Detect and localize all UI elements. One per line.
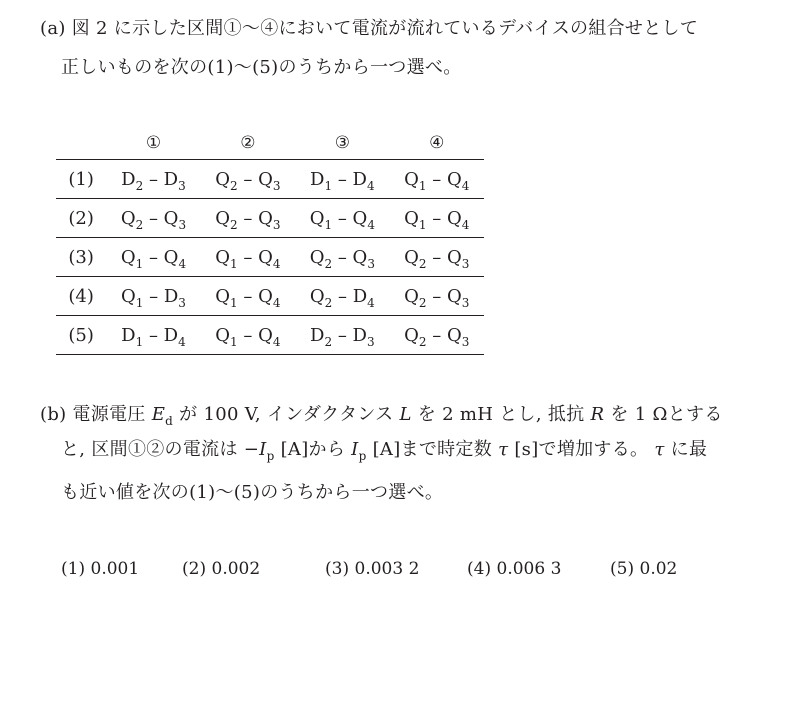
column-header: ② [240, 133, 256, 153]
device-index: 1 [230, 295, 238, 310]
device-pair-cell [390, 160, 484, 199]
device-index: 1 [324, 217, 333, 232]
dash-separator: – [426, 324, 447, 346]
device-pair-cell [295, 238, 389, 277]
device-pair-cell [106, 277, 200, 316]
part-b-text: (b) 電源電圧 [40, 404, 152, 425]
var-i: I [259, 439, 267, 460]
device-pair-cell [390, 199, 484, 238]
table-row [56, 316, 484, 355]
device-letter: Q [120, 285, 136, 307]
dash-separator: – [143, 168, 164, 190]
var-r: R [590, 404, 605, 425]
device-index: 3 [461, 256, 470, 271]
device-index: 4 [272, 334, 281, 349]
column-header: ① [145, 133, 162, 153]
answer-label: (1) [61, 559, 86, 579]
dash-separator: – [332, 168, 353, 190]
device-letter: Q [447, 207, 462, 229]
table-row [56, 160, 484, 199]
device-pair-cell [201, 238, 295, 277]
var-tau: τ [654, 439, 665, 460]
table-row [56, 199, 484, 238]
device-index: 1 [135, 334, 144, 349]
device-letter: Q [447, 285, 462, 307]
device-letter: Q [258, 246, 273, 268]
device-index: 2 [418, 334, 427, 349]
device-index: 2 [324, 295, 333, 310]
table-corner [56, 127, 106, 160]
row-number: (3) [68, 246, 94, 268]
dash-separator: – [143, 285, 164, 307]
dash-separator: – [426, 207, 447, 229]
part-b-text: [A]まで時定数 [366, 439, 499, 460]
device-index: 2 [324, 334, 333, 349]
dash-separator: – [237, 246, 259, 268]
device-letter: Q [447, 246, 462, 268]
table-row [56, 238, 484, 277]
device-letter: D [352, 285, 368, 307]
row-number: (1) [68, 168, 94, 190]
device-letter: Q [120, 246, 136, 268]
device-pair-cell [201, 277, 295, 316]
device-index: 4 [367, 295, 375, 310]
device-letter: Q [258, 324, 273, 346]
device-index: 4 [178, 256, 187, 271]
dash-separator: – [426, 168, 447, 190]
answer-label: (3) [325, 559, 350, 579]
table-header-row [56, 127, 484, 160]
device-pair-cell [295, 199, 389, 238]
answer-option [467, 556, 561, 582]
device-letter: D [163, 285, 179, 307]
device-pair-cell [295, 316, 389, 355]
device-letter: D [121, 168, 136, 190]
part-b-text: [A]から [274, 439, 352, 460]
sub-p: p [266, 449, 275, 463]
device-letter: Q [309, 246, 325, 268]
device-letter: Q [447, 324, 462, 346]
device-letter: D [352, 168, 367, 190]
device-pair-cell [106, 238, 200, 277]
device-index: 2 [324, 256, 333, 271]
device-letter: D [163, 168, 179, 190]
device-index: 4 [272, 295, 281, 310]
answer-value: 0.02 [639, 559, 678, 579]
answer-options [0, 556, 787, 582]
device-letter: Q [258, 207, 273, 229]
device-index: 2 [230, 178, 238, 193]
dash-separator: – [143, 207, 164, 229]
device-letter: Q [215, 285, 231, 307]
device-letter: Q [404, 285, 419, 307]
device-letter: Q [215, 324, 231, 346]
device-letter: Q [163, 207, 179, 229]
part-b-text: [s]で増加する。 [508, 439, 655, 460]
device-letter: Q [309, 285, 325, 307]
dash-separator: – [237, 324, 259, 346]
var-l: L [399, 404, 412, 425]
device-index: 3 [178, 295, 186, 310]
answer-value: 0.003 2 [354, 559, 420, 579]
device-letter: Q [404, 207, 419, 229]
device-letter: D [163, 324, 179, 346]
device-index: 3 [366, 334, 375, 349]
answer-option [325, 556, 419, 582]
part-b-line-2 [61, 437, 707, 463]
device-index: 1 [230, 334, 238, 349]
device-pair-cell [390, 238, 484, 277]
device-pair-cell [201, 316, 295, 355]
dash-separator: – [332, 324, 353, 346]
sub-d: d [165, 414, 174, 428]
device-letter: Q [258, 285, 273, 307]
part-b-line-1 [40, 402, 723, 428]
device-letter: D [352, 324, 367, 346]
device-index: 2 [418, 256, 427, 271]
part-a-line-2: 正しいものを次の(1)～(5)のうちから一つ選べ。 [61, 57, 462, 78]
device-letter: Q [215, 207, 231, 229]
device-index: 1 [135, 256, 144, 271]
part-b-text: に最 [664, 439, 708, 460]
device-letter: Q [309, 207, 325, 229]
var-i: I [351, 439, 359, 460]
device-index: 3 [461, 295, 470, 310]
device-letter: Q [215, 168, 231, 190]
device-index: 3 [367, 256, 375, 271]
var-e: E [151, 404, 166, 425]
device-index: 1 [230, 256, 238, 271]
device-index: 3 [178, 217, 187, 232]
answer-option [610, 556, 677, 582]
device-letter: Q [404, 246, 419, 268]
column-header: ④ [429, 133, 445, 153]
part-b-text: を 2 mH とし, 抵抗 [411, 404, 591, 425]
device-letter: Q [447, 168, 462, 190]
device-letter: Q [258, 168, 273, 190]
dash-separator: – [426, 285, 447, 307]
row-number: (4) [68, 285, 94, 307]
dash-separator: – [332, 246, 353, 268]
device-letter: D [310, 168, 325, 190]
row-number: (5) [68, 324, 94, 346]
device-index: 3 [272, 217, 281, 232]
table-row [56, 277, 484, 316]
dash-separator: – [237, 285, 259, 307]
dash-separator: – [143, 324, 164, 346]
device-letter: Q [404, 168, 419, 190]
row-number: (2) [68, 207, 94, 229]
device-index: 3 [178, 178, 186, 193]
device-index: 1 [418, 217, 427, 232]
device-index: 4 [461, 217, 470, 232]
device-index: 1 [324, 178, 333, 193]
part-b-text: と, 区間①②の電流は − [61, 439, 260, 460]
dash-separator: – [332, 207, 353, 229]
device-index: 2 [230, 217, 238, 232]
answer-value: 0.001 [90, 559, 140, 579]
device-letter: Q [120, 207, 136, 229]
device-pair-cell [390, 316, 484, 355]
answer-value: 0.002 [211, 559, 261, 579]
device-pair-cell [106, 199, 200, 238]
device-index: 1 [418, 178, 427, 193]
device-index: 2 [135, 217, 144, 232]
device-index: 2 [418, 295, 427, 310]
device-pair-cell [295, 277, 389, 316]
device-index: 4 [272, 256, 281, 271]
device-letter: Q [404, 324, 419, 346]
device-index: 3 [461, 334, 470, 349]
answer-option [61, 556, 139, 582]
device-index: 3 [272, 178, 281, 193]
device-letter: Q [352, 246, 368, 268]
device-letter: D [310, 324, 325, 346]
answer-option [182, 556, 260, 582]
var-tau: τ [498, 439, 509, 460]
part-b-line-3: も近い値を次の(1)～(5)のうちから一つ選べ。 [61, 482, 444, 503]
dash-separator: – [237, 168, 259, 190]
dash-separator: – [332, 285, 353, 307]
answer-value: 0.006 3 [496, 559, 562, 579]
device-letter: Q [163, 246, 179, 268]
device-index: 1 [135, 295, 144, 310]
column-header: ③ [334, 133, 350, 153]
device-pair-cell [201, 160, 295, 199]
answer-label: (5) [610, 559, 635, 579]
part-a-line-1: (a) 図 2 に示した区間①～④において電流が流れているデバイスの組合せとして [40, 18, 699, 39]
answer-label: (4) [467, 559, 492, 579]
part-b-text: が 100 V, インダクタンス [173, 404, 400, 425]
device-pair-cell [201, 199, 295, 238]
device-pair-cell [295, 160, 389, 199]
device-letter: Q [215, 246, 231, 268]
device-pair-cell [106, 160, 200, 199]
device-index: 4 [461, 178, 470, 193]
device-index: 4 [366, 178, 375, 193]
device-letter: D [121, 324, 136, 346]
answer-label: (2) [182, 559, 207, 579]
device-index: 4 [367, 217, 375, 232]
dash-separator: – [237, 207, 259, 229]
dash-separator: – [426, 246, 447, 268]
device-index: 2 [135, 178, 144, 193]
device-letter: Q [352, 207, 368, 229]
sub-p: p [358, 449, 367, 463]
device-pair-cell [390, 277, 484, 316]
device-pair-cell [106, 316, 200, 355]
device-index: 4 [178, 334, 186, 349]
part-b-text: を 1 Ωとする [604, 404, 723, 425]
dash-separator: – [143, 246, 164, 268]
choices-table [56, 127, 484, 355]
